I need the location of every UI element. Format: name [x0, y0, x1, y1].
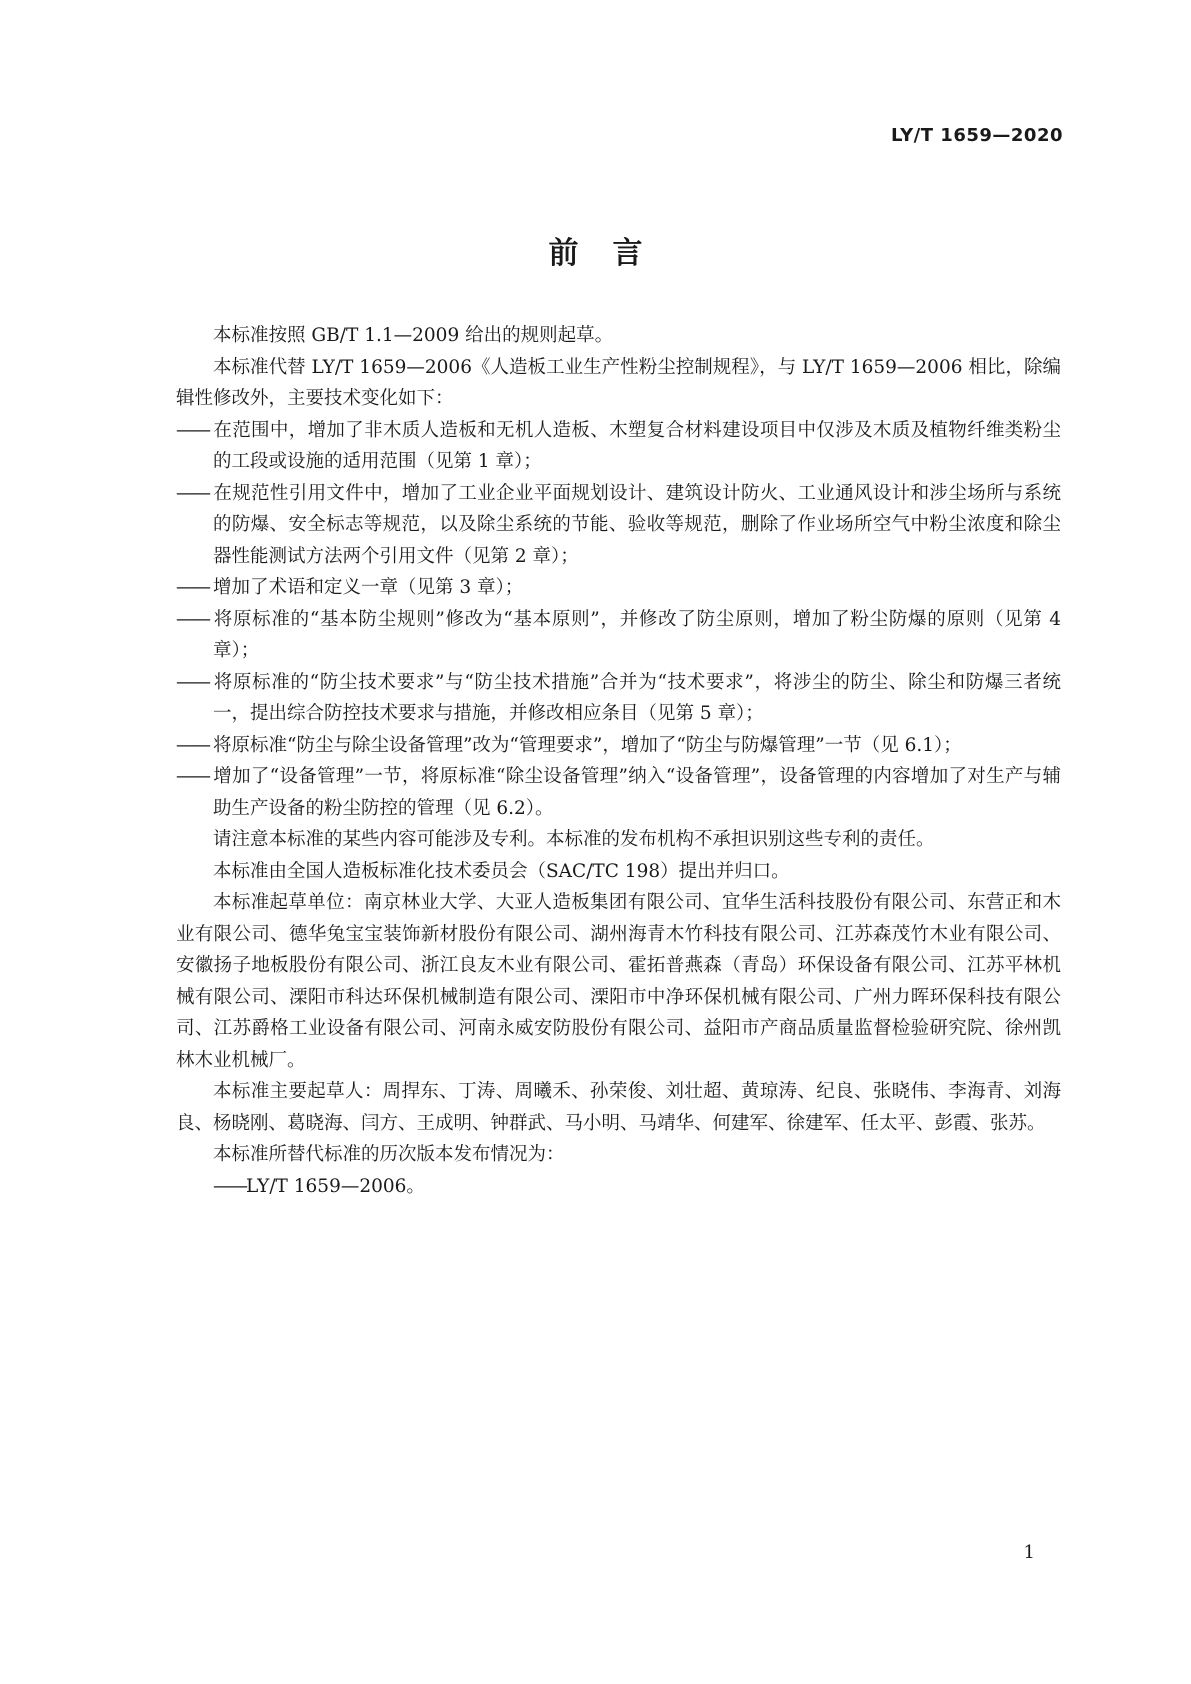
dash-mark: ——: [176, 734, 209, 756]
history-text: LY/T 1659—2006。: [246, 1175, 425, 1197]
page-number: 1: [1023, 1542, 1035, 1563]
change-text: 在规范性引用文件中，增加了工业企业平面规划设计、建筑设计防火、工业通风设计和涉尘场所与系统的防爆、安全标志等规范，以及除尘系统的节能、验收等规范，删除了作业场所空气中粉尘浓度和除尘器性能测试方法两个引用文件（见第 2 章）；: [213, 482, 1061, 567]
change-item: [176, 604, 1061, 667]
change-item: [176, 478, 1061, 573]
change-text: 将原标准的“基本防尘规则”修改为“基本原则”，并修改了防尘原则，增加了粉尘防爆的原则（见第 4 章）；: [213, 608, 1061, 661]
change-text: 增加了“设备管理”一节，将原标准“除尘设备管理”纳入“设备管理”，设备管理的内容增加了对生产与辅助生产设备的粉尘防控的管理（见 6.2）。: [213, 766, 1061, 819]
standard-code: LY/T 1659—2020: [890, 125, 1063, 146]
history-item: [176, 1171, 1061, 1203]
change-item: [176, 667, 1061, 730]
dash-mark: ——: [213, 1175, 246, 1197]
drafters-paragraph: 本标准主要起草人：周捍东、丁涛、周曦禾、孙荣俊、刘壮超、黄琼涛、纪良、张晓伟、李海青、刘海良、杨晓刚、葛晓海、闫方、王成明、钟群武、马小明、马靖华、何建军、徐建军、任太平、彭霞、张苏。: [176, 1081, 1061, 1134]
replacement-paragraph: 本标准代替 LY/T 1659—2006《人造板工业生产性粉尘控制规程》，与 LY/T 1659—2006 相比，除编辑性修改外，主要技术变化如下：: [176, 356, 1061, 409]
dash-mark: ——: [176, 577, 209, 598]
change-text: 将原标准的“防尘技术要求”与“防尘技术措施”合并为“技术要求”，将涉尘的防尘、除尘和防爆三者统一，提出综合防控技术要求与措施，并修改相应条目（见第 5 章）；: [213, 671, 1061, 724]
change-text: 增加了术语和定义一章（见第 3 章）；: [213, 577, 524, 598]
proposer-paragraph: 本标准由全国人造板标准化技术委员会（SAC/TC 198）提出并归口。: [213, 860, 790, 882]
change-item: [176, 415, 1061, 478]
dash-mark: ——: [176, 419, 209, 441]
intro-paragraph: 本标准按照 GB/T 1.1—2009 给出的规则起草。: [213, 325, 614, 346]
dash-mark: ——: [176, 671, 209, 693]
change-text: 将原标准“防尘与除尘设备管理”改为“管理要求”，增加了“防尘与防爆管理”一节（见 6.1）；: [213, 734, 962, 756]
foreword-body: [176, 320, 1061, 1202]
change-item: [176, 730, 1061, 762]
patent-notice: 请注意本标准的某些内容可能涉及专利。本标准的发布机构不承担识别这些专利的责任。: [213, 829, 935, 850]
page-title: 前言: [548, 236, 677, 271]
dash-mark: ——: [176, 482, 209, 504]
dash-mark: ——: [176, 766, 209, 787]
change-item: [176, 761, 1061, 824]
change-item: [176, 572, 1061, 604]
drafting-units-paragraph: 本标准起草单位：南京林业大学、大亚人造板集团有限公司、宜华生活科技股份有限公司、东营正和木业有限公司、德华兔宝宝装饰新材股份有限公司、湖州海青木竹科技有限公司、江苏森茂竹木业有限公司、安徽扬子地板股份有限公司、浙江良友木业有限公司、霍拓普燕森（青岛）环保设备有限公司、江苏平林机械有限公司、溧阳市科达环保机械制造有限公司、溧阳市中净环保机械有限公司、广州力晖环保科技有限公司、江苏爵格工业设备有限公司、河南永威安防股份有限公司、益阳市产商品质量监督检验研究院、徐州凯林木业机械厂。: [176, 892, 1061, 1071]
history-intro: 本标准所替代标准的历次版本发布情况为：: [213, 1144, 565, 1165]
dash-mark: ——: [176, 608, 209, 630]
change-text: 在范围中，增加了非木质人造板和无机人造板、木塑复合材料建设项目中仅涉及木质及植物纤维类粉尘的工段或设施的适用范围（见第 1 章）；: [213, 419, 1061, 472]
